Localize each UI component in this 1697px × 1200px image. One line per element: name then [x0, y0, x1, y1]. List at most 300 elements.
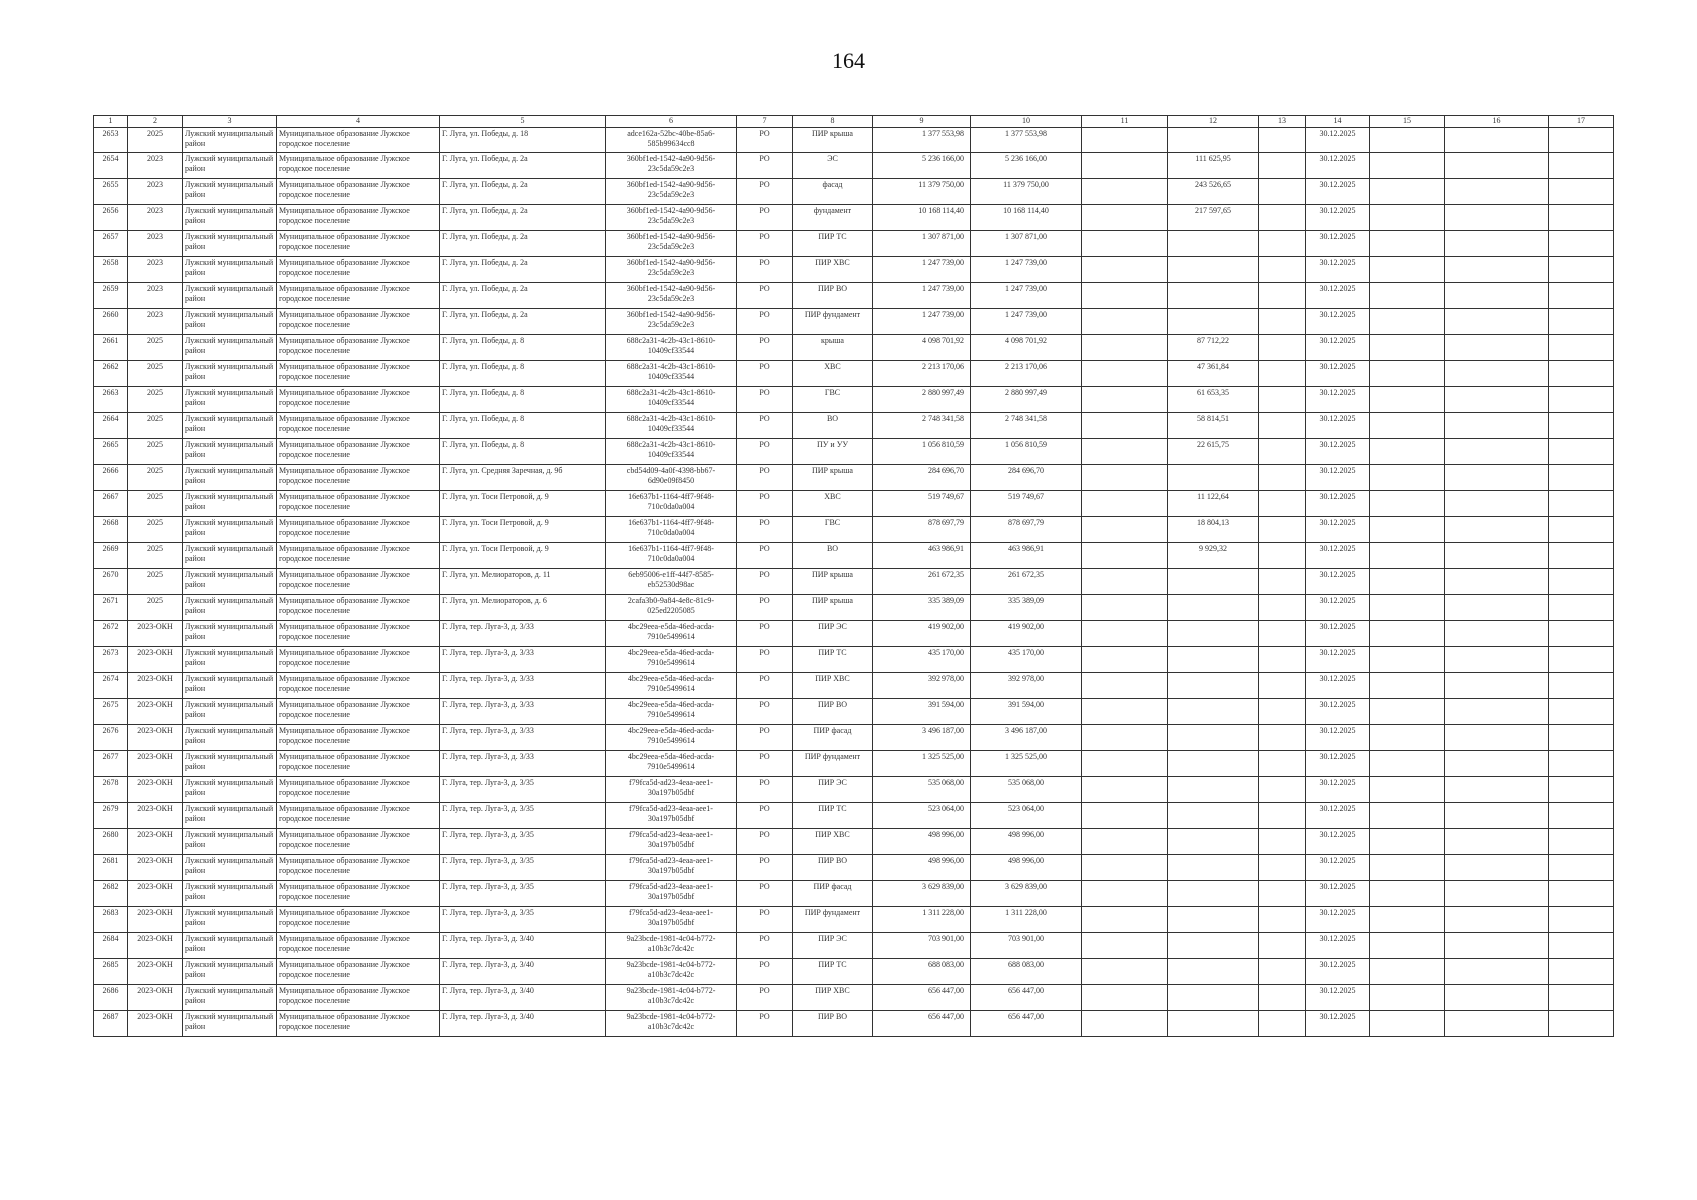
date-cell: 30.12.2025 [1306, 335, 1370, 361]
address-cell: Г. Луга, тер. Луга-3, д. 3/40 [440, 1011, 606, 1037]
empty-cell [1549, 128, 1614, 153]
district-cell: Лужский муниципальный район [183, 569, 277, 595]
empty-cell [1370, 439, 1445, 465]
amount-cell: 2 748 341,58 [873, 413, 971, 439]
empty-cell [1549, 569, 1614, 595]
year-cell: 2023-ОКН [128, 1011, 183, 1037]
amount-cell: 688 083,00 [971, 959, 1082, 985]
municipality-cell: Муниципальное образование Лужское городское поселение [277, 881, 440, 907]
year-cell: 2023-ОКН [128, 699, 183, 725]
empty-cell [1370, 881, 1445, 907]
amount-cell [1168, 257, 1259, 283]
work-type-cell: ПИР ЭС [793, 621, 873, 647]
row-number-cell: 2685 [94, 959, 128, 985]
guid-cell: 688c2a31-4c2b-43c1-8610-10409cf33544 [606, 413, 737, 439]
empty-cell [1082, 465, 1168, 491]
guid-cell: 4bc29eea-e5da-46ed-acda-7910e5499614 [606, 725, 737, 751]
year-cell: 2023-ОКН [128, 881, 183, 907]
amount-cell [1168, 309, 1259, 335]
amount-cell: 2 880 997,49 [873, 387, 971, 413]
column-header: 8 [793, 116, 873, 128]
row-number-cell: 2669 [94, 543, 128, 569]
district-cell: Лужский муниципальный район [183, 335, 277, 361]
year-cell: 2023-ОКН [128, 985, 183, 1011]
empty-cell [1549, 595, 1614, 621]
year-cell: 2025 [128, 335, 183, 361]
empty-cell [1549, 257, 1614, 283]
amount-cell [1168, 985, 1259, 1011]
empty-cell [1549, 673, 1614, 699]
municipality-cell: Муниципальное образование Лужское городское поселение [277, 543, 440, 569]
column-header: 3 [183, 116, 277, 128]
empty-cell [1259, 699, 1306, 725]
amount-cell: 47 361,84 [1168, 361, 1259, 387]
empty-cell [1259, 231, 1306, 257]
row-number-cell: 2662 [94, 361, 128, 387]
amount-cell: 58 814,51 [1168, 413, 1259, 439]
table-row [94, 751, 1614, 777]
address-cell: Г. Луга, тер. Луга-3, д. 3/40 [440, 933, 606, 959]
municipality-cell: Муниципальное образование Лужское городское поселение [277, 569, 440, 595]
work-type-cell: ПИР ТС [793, 803, 873, 829]
amount-cell: 3 629 839,00 [873, 881, 971, 907]
district-cell: Лужский муниципальный район [183, 257, 277, 283]
amount-cell: 261 672,35 [873, 569, 971, 595]
guid-cell: 688c2a31-4c2b-43c1-8610-10409cf33544 [606, 335, 737, 361]
year-cell: 2023 [128, 231, 183, 257]
work-type-cell: ПИР крыша [793, 128, 873, 153]
municipality-cell: Муниципальное образование Лужское городское поселение [277, 179, 440, 205]
date-cell: 30.12.2025 [1306, 907, 1370, 933]
empty-cell [1445, 491, 1549, 517]
empty-cell [1549, 335, 1614, 361]
year-cell: 2023-ОКН [128, 725, 183, 751]
year-cell: 2025 [128, 491, 183, 517]
amount-cell [1168, 777, 1259, 803]
amount-cell [1168, 128, 1259, 153]
amount-cell [1168, 569, 1259, 595]
empty-cell [1549, 153, 1614, 179]
type-cell: РО [737, 621, 793, 647]
amount-cell: 878 697,79 [873, 517, 971, 543]
date-cell: 30.12.2025 [1306, 829, 1370, 855]
empty-cell [1259, 1011, 1306, 1037]
amount-cell: 498 996,00 [873, 829, 971, 855]
table-row [94, 829, 1614, 855]
amount-cell: 335 389,09 [873, 595, 971, 621]
empty-cell [1370, 725, 1445, 751]
amount-cell: 703 901,00 [873, 933, 971, 959]
type-cell: РО [737, 569, 793, 595]
amount-cell: 463 986,91 [873, 543, 971, 569]
date-cell: 30.12.2025 [1306, 673, 1370, 699]
empty-cell [1549, 933, 1614, 959]
empty-cell [1549, 621, 1614, 647]
district-cell: Лужский муниципальный район [183, 699, 277, 725]
type-cell: РО [737, 751, 793, 777]
row-number-cell: 2687 [94, 1011, 128, 1037]
empty-cell [1549, 959, 1614, 985]
district-cell: Лужский муниципальный район [183, 361, 277, 387]
column-header: 6 [606, 116, 737, 128]
amount-cell: 535 068,00 [873, 777, 971, 803]
amount-cell [1168, 465, 1259, 491]
column-header: 15 [1370, 116, 1445, 128]
municipality-cell: Муниципальное образование Лужское городское поселение [277, 517, 440, 543]
empty-cell [1549, 491, 1614, 517]
table-row [94, 153, 1614, 179]
amount-cell: 1 311 228,00 [873, 907, 971, 933]
amount-cell: 4 098 701,92 [873, 335, 971, 361]
amount-cell [1168, 725, 1259, 751]
column-header: 11 [1082, 116, 1168, 128]
address-cell: Г. Луга, ул. Победы, д. 2а [440, 153, 606, 179]
empty-cell [1259, 855, 1306, 881]
amount-cell: 2 880 997,49 [971, 387, 1082, 413]
municipality-cell: Муниципальное образование Лужское городское поселение [277, 985, 440, 1011]
table-row [94, 465, 1614, 491]
address-cell: Г. Луга, ул. Тоси Петровой, д. 9 [440, 517, 606, 543]
row-number-cell: 2663 [94, 387, 128, 413]
amount-cell: 419 902,00 [971, 621, 1082, 647]
empty-cell [1259, 153, 1306, 179]
municipality-cell: Муниципальное образование Лужское городское поселение [277, 283, 440, 309]
table-row [94, 881, 1614, 907]
empty-cell [1370, 491, 1445, 517]
type-cell: РО [737, 959, 793, 985]
work-type-cell: ПИР фундамент [793, 907, 873, 933]
empty-cell [1549, 699, 1614, 725]
empty-cell [1445, 933, 1549, 959]
date-cell: 30.12.2025 [1306, 153, 1370, 179]
work-type-cell: ПИР ХВС [793, 673, 873, 699]
empty-cell [1549, 647, 1614, 673]
type-cell: РО [737, 543, 793, 569]
municipality-cell: Муниципальное образование Лужское городское поселение [277, 907, 440, 933]
empty-cell [1549, 985, 1614, 1011]
empty-cell [1259, 985, 1306, 1011]
guid-cell: 4bc29eea-e5da-46ed-acda-7910e5499614 [606, 621, 737, 647]
empty-cell [1082, 128, 1168, 153]
empty-cell [1549, 751, 1614, 777]
empty-cell [1082, 491, 1168, 517]
date-cell: 30.12.2025 [1306, 1011, 1370, 1037]
empty-cell [1082, 673, 1168, 699]
work-type-cell: ГВС [793, 387, 873, 413]
amount-cell: 217 597,65 [1168, 205, 1259, 231]
district-cell: Лужский муниципальный район [183, 491, 277, 517]
municipality-cell: Муниципальное образование Лужское городское поселение [277, 933, 440, 959]
row-number-cell: 2670 [94, 569, 128, 595]
work-type-cell: ПИР ВО [793, 283, 873, 309]
date-cell: 30.12.2025 [1306, 569, 1370, 595]
year-cell: 2023-ОКН [128, 777, 183, 803]
row-number-cell: 2686 [94, 985, 128, 1011]
row-number-cell: 2654 [94, 153, 128, 179]
work-type-cell: ВО [793, 413, 873, 439]
year-cell: 2025 [128, 387, 183, 413]
municipality-cell: Муниципальное образование Лужское городское поселение [277, 335, 440, 361]
year-cell: 2023 [128, 153, 183, 179]
district-cell: Лужский муниципальный район [183, 933, 277, 959]
empty-cell [1082, 153, 1168, 179]
amount-cell: 1 056 810,59 [873, 439, 971, 465]
address-cell: Г. Луга, тер. Луга-3, д. 3/35 [440, 803, 606, 829]
address-cell: Г. Луга, ул. Мелиораторов, д. 11 [440, 569, 606, 595]
address-cell: Г. Луга, тер. Луга-3, д. 3/40 [440, 959, 606, 985]
column-header: 5 [440, 116, 606, 128]
empty-cell [1370, 309, 1445, 335]
amount-cell: 1 247 739,00 [971, 257, 1082, 283]
amount-cell: 243 526,65 [1168, 179, 1259, 205]
work-type-cell: ПИР ТС [793, 959, 873, 985]
municipality-cell: Муниципальное образование Лужское городское поселение [277, 959, 440, 985]
empty-cell [1370, 205, 1445, 231]
guid-cell: 9a23bcde-1981-4c04-b772-a10b3c7dc42c [606, 959, 737, 985]
municipality-cell: Муниципальное образование Лужское городское поселение [277, 725, 440, 751]
amount-cell: 1 056 810,59 [971, 439, 1082, 465]
work-type-cell: ЭС [793, 153, 873, 179]
district-cell: Лужский муниципальный район [183, 179, 277, 205]
empty-cell [1370, 1011, 1445, 1037]
date-cell: 30.12.2025 [1306, 465, 1370, 491]
year-cell: 2025 [128, 128, 183, 153]
empty-cell [1445, 309, 1549, 335]
empty-cell [1082, 933, 1168, 959]
municipality-cell: Муниципальное образование Лужское городское поселение [277, 699, 440, 725]
type-cell: РО [737, 647, 793, 673]
municipality-cell: Муниципальное образование Лужское городское поселение [277, 1011, 440, 1037]
empty-cell [1082, 283, 1168, 309]
empty-cell [1370, 413, 1445, 439]
column-header: 17 [1549, 116, 1614, 128]
guid-cell: 688c2a31-4c2b-43c1-8610-10409cf33544 [606, 361, 737, 387]
table-row [94, 491, 1614, 517]
row-number-cell: 2678 [94, 777, 128, 803]
date-cell: 30.12.2025 [1306, 543, 1370, 569]
table-row [94, 985, 1614, 1011]
work-type-cell: ВО [793, 543, 873, 569]
district-cell: Лужский муниципальный район [183, 231, 277, 257]
type-cell: РО [737, 699, 793, 725]
empty-cell [1549, 439, 1614, 465]
empty-cell [1549, 725, 1614, 751]
column-header: 1 [94, 116, 128, 128]
empty-cell [1259, 128, 1306, 153]
empty-cell [1370, 673, 1445, 699]
amount-cell: 11 379 750,00 [971, 179, 1082, 205]
table-row [94, 517, 1614, 543]
amount-cell: 419 902,00 [873, 621, 971, 647]
amount-cell: 656 447,00 [971, 985, 1082, 1011]
empty-cell [1445, 803, 1549, 829]
type-cell: РО [737, 1011, 793, 1037]
municipality-cell: Муниципальное образование Лужское городское поселение [277, 153, 440, 179]
work-type-cell: ПИР крыша [793, 569, 873, 595]
empty-cell [1082, 699, 1168, 725]
work-type-cell: ПИР ВО [793, 855, 873, 881]
empty-cell [1445, 777, 1549, 803]
municipality-cell: Муниципальное образование Лужское городское поселение [277, 128, 440, 153]
guid-cell: 9a23bcde-1981-4c04-b772-a10b3c7dc42c [606, 1011, 737, 1037]
type-cell: РО [737, 387, 793, 413]
amount-cell: 523 064,00 [873, 803, 971, 829]
amount-cell: 519 749,67 [971, 491, 1082, 517]
work-type-cell: ГВС [793, 517, 873, 543]
empty-cell [1370, 907, 1445, 933]
type-cell: РО [737, 257, 793, 283]
municipality-cell: Муниципальное образование Лужское городское поселение [277, 387, 440, 413]
amount-cell [1168, 647, 1259, 673]
empty-cell [1082, 257, 1168, 283]
row-number-cell: 2659 [94, 283, 128, 309]
date-cell: 30.12.2025 [1306, 881, 1370, 907]
work-type-cell: ПИР крыша [793, 595, 873, 621]
date-cell: 30.12.2025 [1306, 439, 1370, 465]
table-row [94, 699, 1614, 725]
type-cell: РО [737, 205, 793, 231]
guid-cell: 360bf1ed-1542-4a90-9d56-23c5da59c2e3 [606, 179, 737, 205]
column-header: 13 [1259, 116, 1306, 128]
guid-cell: cbd54d09-4a0f-4398-bb67-6d90e09f8450 [606, 465, 737, 491]
row-number-cell: 2684 [94, 933, 128, 959]
address-cell: Г. Луга, тер. Луга-3, д. 3/33 [440, 751, 606, 777]
work-type-cell: ПИР ТС [793, 647, 873, 673]
amount-cell [1168, 699, 1259, 725]
empty-cell [1549, 1011, 1614, 1037]
address-cell: Г. Луга, ул. Мелиораторов, д. 6 [440, 595, 606, 621]
empty-cell [1445, 985, 1549, 1011]
amount-cell: 1 377 553,98 [971, 128, 1082, 153]
table-row [94, 387, 1614, 413]
empty-cell [1082, 361, 1168, 387]
type-cell: РО [737, 153, 793, 179]
type-cell: РО [737, 179, 793, 205]
year-cell: 2023 [128, 179, 183, 205]
date-cell: 30.12.2025 [1306, 413, 1370, 439]
work-type-cell: ПИР ВО [793, 699, 873, 725]
empty-cell [1259, 309, 1306, 335]
table-header [94, 116, 1614, 128]
amount-cell: 878 697,79 [971, 517, 1082, 543]
district-cell: Лужский муниципальный район [183, 517, 277, 543]
empty-cell [1259, 621, 1306, 647]
municipality-cell: Муниципальное образование Лужское городское поселение [277, 439, 440, 465]
amount-cell: 335 389,09 [971, 595, 1082, 621]
guid-cell: 16e637b1-1164-4ff7-9f48-710c0da0a004 [606, 543, 737, 569]
empty-cell [1370, 777, 1445, 803]
empty-cell [1082, 231, 1168, 257]
empty-cell [1549, 205, 1614, 231]
work-type-cell: фасад [793, 179, 873, 205]
date-cell: 30.12.2025 [1306, 803, 1370, 829]
amount-cell: 5 236 166,00 [873, 153, 971, 179]
guid-cell: 4bc29eea-e5da-46ed-acda-7910e5499614 [606, 751, 737, 777]
empty-cell [1259, 595, 1306, 621]
date-cell: 30.12.2025 [1306, 933, 1370, 959]
guid-cell: 688c2a31-4c2b-43c1-8610-10409cf33544 [606, 387, 737, 413]
empty-cell [1370, 933, 1445, 959]
address-cell: Г. Луга, ул. Победы, д. 8 [440, 387, 606, 413]
amount-cell [1168, 673, 1259, 699]
amount-cell [1168, 803, 1259, 829]
table-row [94, 647, 1614, 673]
amount-cell: 1 325 525,00 [873, 751, 971, 777]
empty-cell [1259, 907, 1306, 933]
empty-cell [1370, 855, 1445, 881]
table-row [94, 257, 1614, 283]
district-cell: Лужский муниципальный район [183, 855, 277, 881]
date-cell: 30.12.2025 [1306, 205, 1370, 231]
empty-cell [1259, 647, 1306, 673]
municipality-cell: Муниципальное образование Лужское городское поселение [277, 621, 440, 647]
type-cell: РО [737, 491, 793, 517]
date-cell: 30.12.2025 [1306, 361, 1370, 387]
column-header: 10 [971, 116, 1082, 128]
municipality-cell: Муниципальное образование Лужское городское поселение [277, 205, 440, 231]
date-cell: 30.12.2025 [1306, 309, 1370, 335]
district-cell: Лужский муниципальный район [183, 413, 277, 439]
empty-cell [1445, 543, 1549, 569]
row-number-cell: 2655 [94, 179, 128, 205]
address-cell: Г. Луга, ул. Победы, д. 8 [440, 413, 606, 439]
amount-cell: 656 447,00 [873, 985, 971, 1011]
empty-cell [1259, 465, 1306, 491]
municipality-cell: Муниципальное образование Лужское городское поселение [277, 751, 440, 777]
guid-cell: 688c2a31-4c2b-43c1-8610-10409cf33544 [606, 439, 737, 465]
year-cell: 2023 [128, 205, 183, 231]
empty-cell [1445, 465, 1549, 491]
empty-cell [1259, 829, 1306, 855]
amount-cell: 1 247 739,00 [971, 309, 1082, 335]
empty-cell [1445, 257, 1549, 283]
guid-cell: f79fca5d-ad23-4eaa-aee1-30a197b05dbf [606, 829, 737, 855]
address-cell: Г. Луга, ул. Победы, д. 2а [440, 231, 606, 257]
municipality-cell: Муниципальное образование Лужское городское поселение [277, 647, 440, 673]
empty-cell [1259, 283, 1306, 309]
empty-cell [1082, 725, 1168, 751]
amount-cell: 1 247 739,00 [873, 283, 971, 309]
row-number-cell: 2680 [94, 829, 128, 855]
date-cell: 30.12.2025 [1306, 257, 1370, 283]
amount-cell: 87 712,22 [1168, 335, 1259, 361]
date-cell: 30.12.2025 [1306, 128, 1370, 153]
empty-cell [1445, 881, 1549, 907]
empty-cell [1445, 231, 1549, 257]
type-cell: РО [737, 309, 793, 335]
year-cell: 2023-ОКН [128, 829, 183, 855]
year-cell: 2025 [128, 517, 183, 543]
work-type-cell: ПИР ВО [793, 1011, 873, 1037]
empty-cell [1549, 231, 1614, 257]
municipality-cell: Муниципальное образование Лужское городское поселение [277, 829, 440, 855]
empty-cell [1082, 595, 1168, 621]
empty-cell [1082, 647, 1168, 673]
municipality-cell: Муниципальное образование Лужское городское поселение [277, 673, 440, 699]
empty-cell [1082, 517, 1168, 543]
empty-cell [1082, 881, 1168, 907]
empty-cell [1082, 205, 1168, 231]
municipality-cell: Муниципальное образование Лужское городское поселение [277, 465, 440, 491]
amount-cell: 435 170,00 [971, 647, 1082, 673]
row-number-cell: 2672 [94, 621, 128, 647]
empty-cell [1370, 543, 1445, 569]
row-number-cell: 2673 [94, 647, 128, 673]
empty-cell [1370, 647, 1445, 673]
empty-cell [1549, 829, 1614, 855]
empty-cell [1259, 777, 1306, 803]
date-cell: 30.12.2025 [1306, 491, 1370, 517]
